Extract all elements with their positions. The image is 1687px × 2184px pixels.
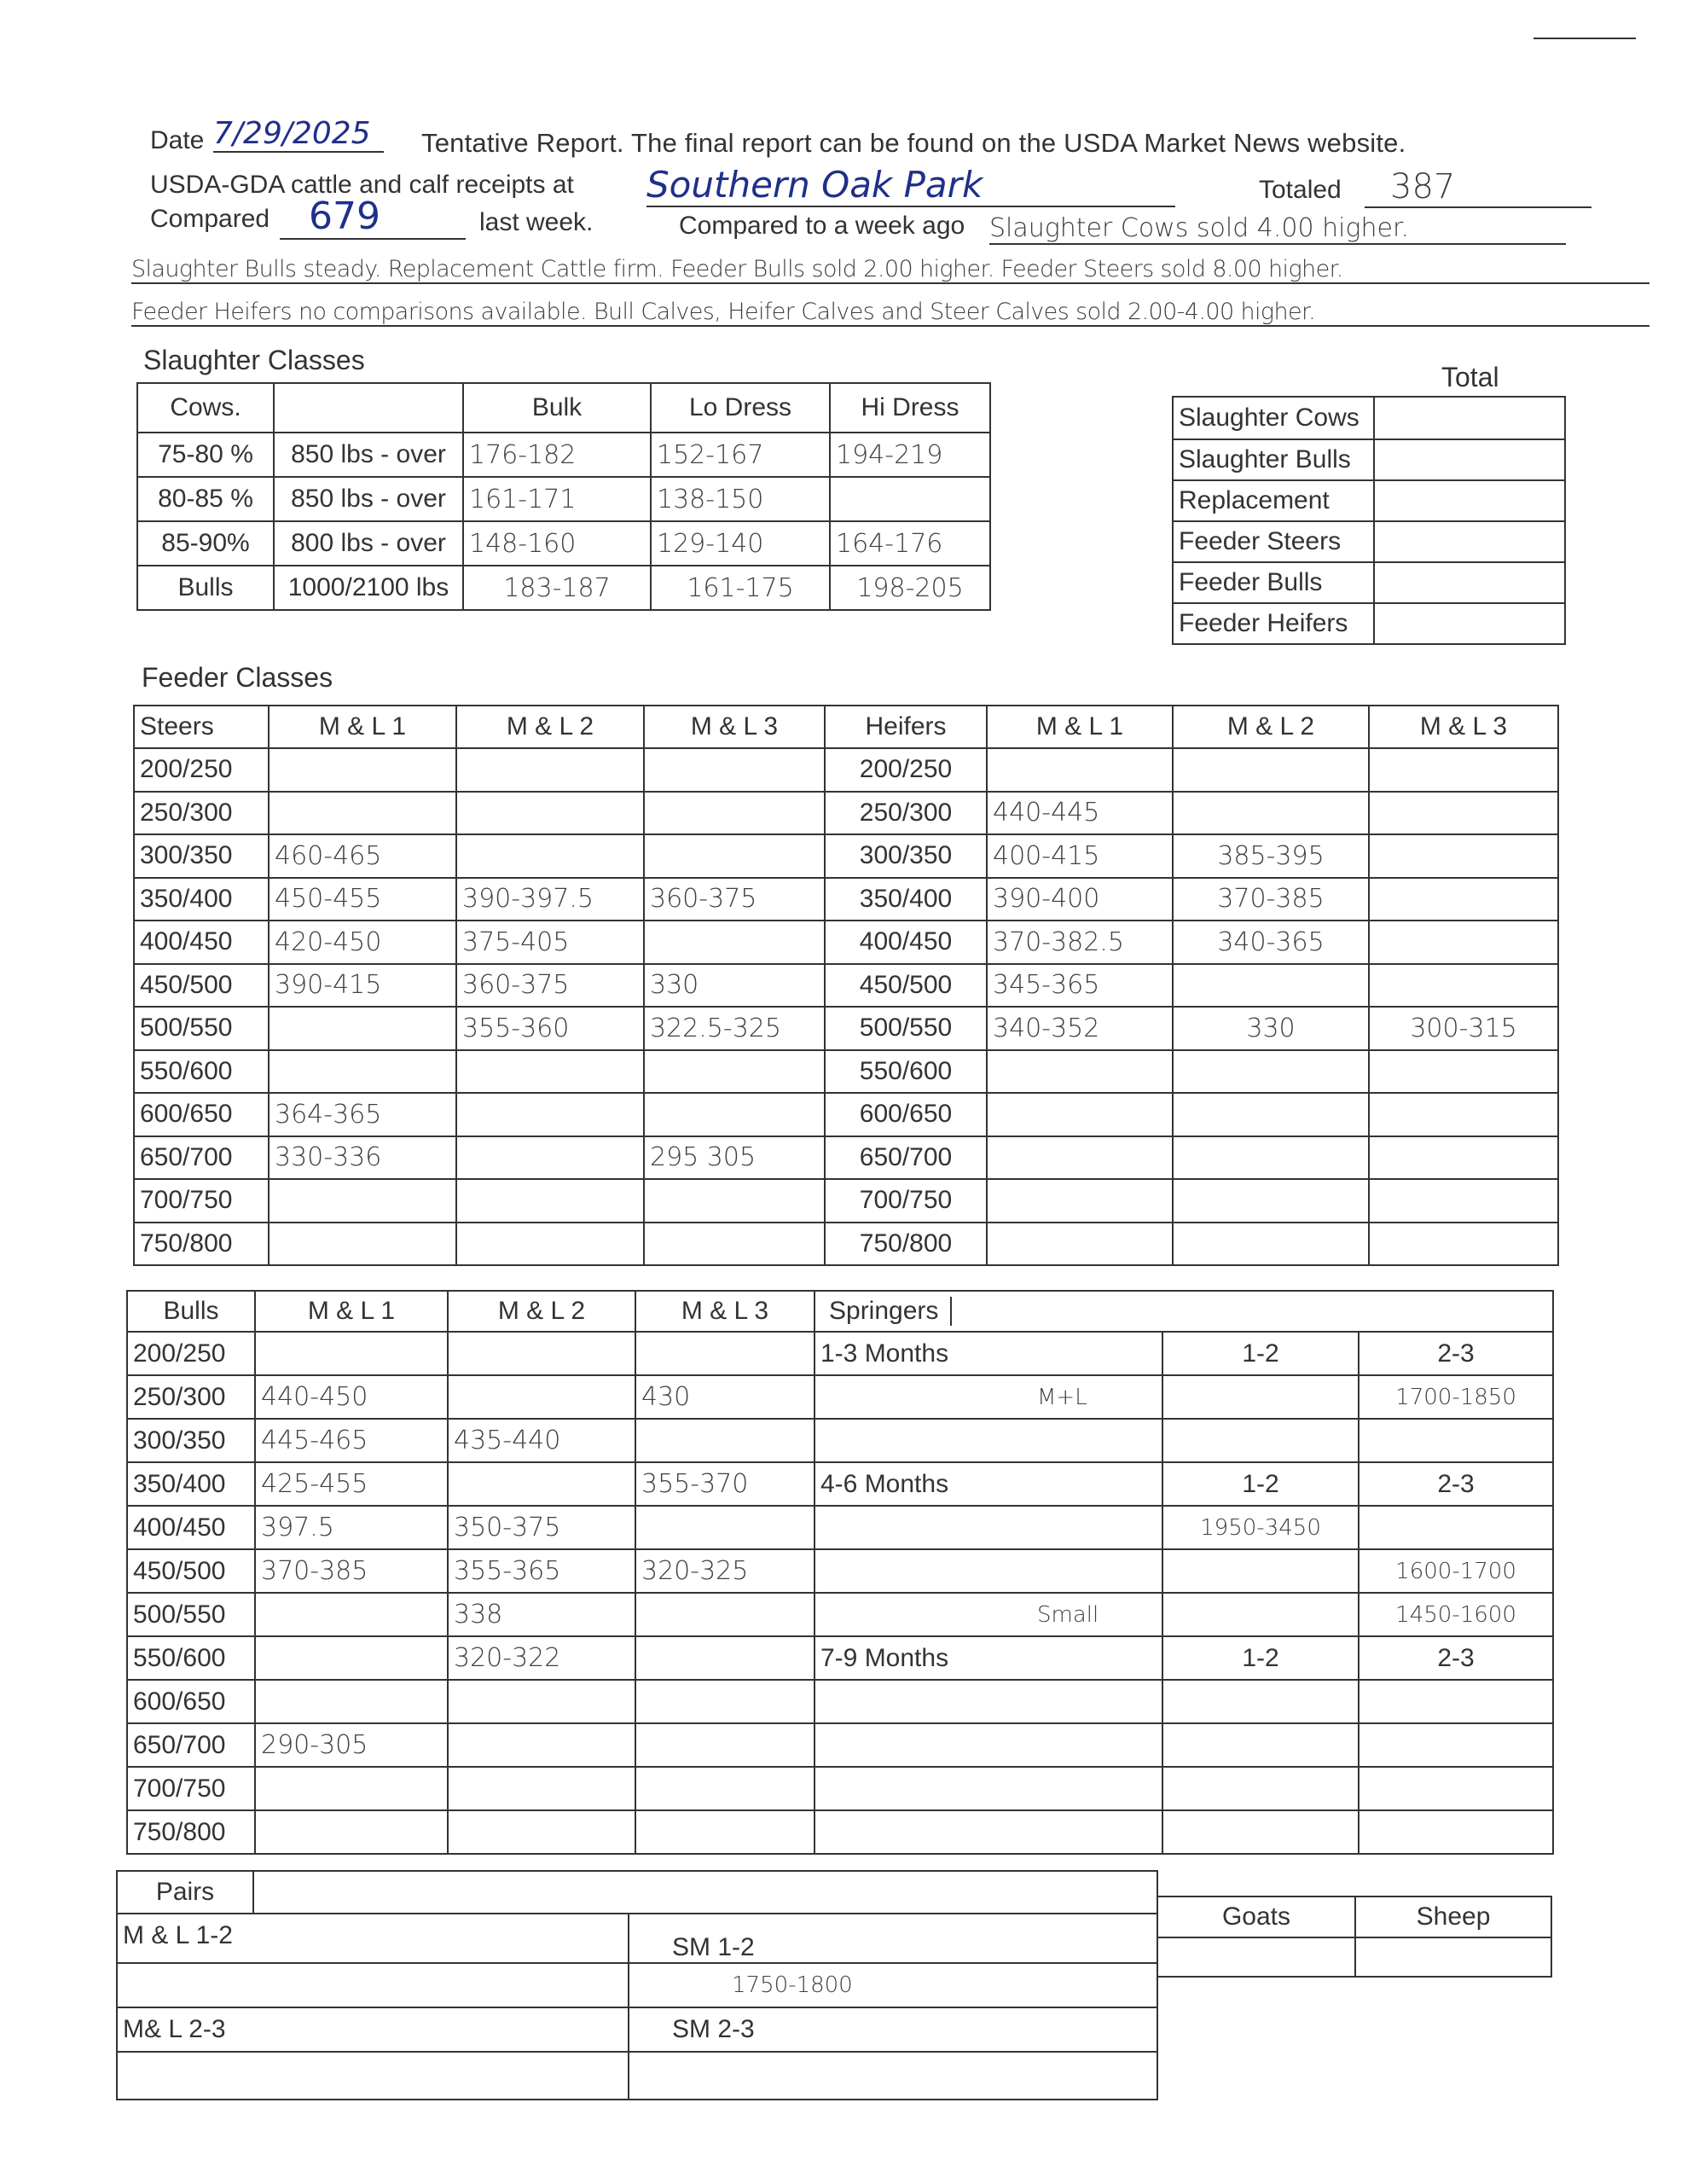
heifer-weight-cell: 650/700 <box>859 1142 953 1171</box>
table-row <box>1173 439 1565 480</box>
lo-dress-header: Lo Dress <box>688 393 792 421</box>
heifer-ml2-cell: 340-365 <box>1217 926 1325 957</box>
hi-dress-cell: 164-176 <box>836 528 943 559</box>
table-row <box>137 566 990 610</box>
heifer-ml2-cell: 370-385 <box>1217 884 1325 915</box>
steer-ml3-cell: 322.5-325 <box>650 1013 781 1043</box>
springer-grade-cell: 1-2 <box>1242 1339 1279 1368</box>
total-title: Total <box>1441 362 1499 392</box>
table-row <box>127 1332 1553 1375</box>
table-row <box>127 1767 1553 1810</box>
bulls-grade-1-header: M & L 1 <box>307 1297 396 1325</box>
pairs-ml-1-2: M & L 1-2 <box>123 1921 233 1949</box>
bull-ml3-cell: 355-370 <box>641 1469 749 1499</box>
bull-weight-cell: 200/250 <box>133 1339 226 1368</box>
heifer-weight-cell: 500/550 <box>859 1014 953 1043</box>
weight-cell: 800 lbs - over <box>291 529 446 557</box>
bull-ml2-cell: 338 <box>454 1600 503 1629</box>
springer-cell: 4-6 Months <box>820 1469 949 1498</box>
last-week-label: last week. <box>479 208 594 236</box>
heifer-ml1-cell: 340-352 <box>993 1013 1100 1043</box>
weight-cell: 850 lbs - over <box>291 440 446 468</box>
heifer-weight-cell: 300/350 <box>859 841 953 870</box>
bulls-header-row <box>127 1291 1553 1332</box>
table-row <box>127 1375 1553 1419</box>
bull-weight-cell: 500/550 <box>133 1600 226 1629</box>
steer-weight-cell: 750/800 <box>140 1228 233 1258</box>
steer-ml1-cell: 460-465 <box>275 840 382 871</box>
hi-dress-header: Hi Dress <box>861 393 959 421</box>
bulls-grade-2-header: M & L 2 <box>497 1297 586 1325</box>
steer-weight-cell: 700/750 <box>140 1186 233 1215</box>
bull-weight-cell: 650/700 <box>133 1730 226 1759</box>
table-row <box>117 2052 1157 2100</box>
springer-cell: 1-3 Months <box>820 1339 949 1368</box>
table-row <box>127 1636 1553 1680</box>
slaughter-table <box>136 382 991 611</box>
lo-dress-cell: 152-167 <box>657 439 764 470</box>
steer-weight-cell: 450/500 <box>140 970 233 999</box>
table-row <box>127 1723 1553 1767</box>
heifer-ml1-cell: 400-415 <box>993 840 1100 871</box>
springer-grade-cell: 1450-1600 <box>1395 1601 1516 1628</box>
lo-dress-cell: 161-175 <box>687 572 794 603</box>
bull-ml1-cell: 440-450 <box>261 1382 368 1412</box>
table-row <box>1173 397 1565 439</box>
steer-ml2-cell: 355-360 <box>462 1013 570 1043</box>
table-row <box>117 2007 1157 2052</box>
compared-week-label: Compared to a week ago <box>679 212 965 240</box>
table-row <box>1173 603 1565 644</box>
springer-note-cell: Small <box>1037 1602 1099 1628</box>
steer-weight-cell: 300/350 <box>140 841 233 870</box>
springer-grade-cell: 1-2 <box>1242 1643 1279 1672</box>
table-row <box>134 921 1558 964</box>
bulls-header: Bulls <box>163 1297 219 1325</box>
steers-grade-1-header: M & L 1 <box>318 712 407 741</box>
springer-grade-cell: 1700-1850 <box>1395 1384 1516 1410</box>
total-label: Feeder Steers <box>1179 527 1342 555</box>
totaled-label: Totaled <box>1259 176 1342 204</box>
total-label: Slaughter Cows <box>1179 404 1359 432</box>
table-row <box>134 878 1558 921</box>
total-label: Replacement <box>1179 486 1330 514</box>
feeder-table <box>133 705 1559 1266</box>
bull-ml2-cell: 355-365 <box>454 1556 561 1586</box>
total-label: Slaughter Bulls <box>1179 445 1351 473</box>
table-row <box>134 964 1558 1008</box>
tentative-notice: Tentative Report. The final report can be found on the USDA Market News website. <box>421 128 1406 158</box>
class-cell: Bulls <box>177 573 234 601</box>
weight-cell: 1000/2100 lbs <box>287 573 449 601</box>
table-row <box>117 1914 1157 1963</box>
hi-dress-cell: 198-205 <box>856 572 964 603</box>
bulk-cell: 148-160 <box>469 528 577 559</box>
steers-grade-2-header: M & L 2 <box>506 712 594 741</box>
bull-ml1-cell: 397.5 <box>261 1513 334 1542</box>
sheep-header: Sheep <box>1416 1902 1491 1931</box>
bull-weight-cell: 750/800 <box>133 1817 226 1846</box>
bulk-cell: 161-171 <box>469 484 577 514</box>
slaughter-header-row <box>137 383 990 433</box>
heifer-weight-cell: 550/600 <box>859 1056 953 1085</box>
lo-dress-cell: 129-140 <box>657 528 764 559</box>
pairs-table <box>116 1870 1158 2100</box>
pairs-sm-2-3: SM 2-3 <box>672 2015 755 2043</box>
steer-ml2-cell: 360-375 <box>462 970 570 1001</box>
bull-ml2-cell: 350-375 <box>454 1513 561 1542</box>
goats-sheep-table <box>1157 1896 1552 1978</box>
date-label: Date <box>150 126 205 154</box>
compared-value: 679 <box>280 195 466 240</box>
bull-ml1-cell: 445-465 <box>261 1426 368 1455</box>
class-cell: 85-90% <box>161 529 250 557</box>
total-label: Feeder Heifers <box>1179 609 1348 637</box>
bull-ml1-cell: 370-385 <box>261 1556 368 1586</box>
table-row <box>117 1963 1157 2007</box>
slaughter-classes-title: Slaughter Classes <box>143 345 365 375</box>
springer-cell: 7-9 Months <box>820 1643 949 1672</box>
table-row <box>134 1223 1558 1266</box>
goats-header: Goats <box>1221 1902 1291 1931</box>
table-row <box>134 1136 1558 1180</box>
bull-ml3-cell: 430 <box>641 1382 691 1412</box>
heifer-ml1-cell: 345-365 <box>993 970 1100 1001</box>
bull-weight-cell: 550/600 <box>133 1643 226 1672</box>
steer-weight-cell: 350/400 <box>140 884 233 913</box>
steer-ml1-cell: 450-455 <box>275 884 382 915</box>
table-row <box>137 521 990 566</box>
heifer-weight-cell: 400/450 <box>859 927 953 956</box>
receipts-label: USDA-GDA cattle and calf receipts at <box>150 171 574 199</box>
bulk-cell: 176-182 <box>469 439 577 470</box>
springer-grade-cell: 2-3 <box>1437 1339 1475 1368</box>
table-row <box>1173 521 1565 562</box>
springer-grade-cell: 2-3 <box>1437 1643 1475 1672</box>
springer-grade-cell: 1-2 <box>1242 1469 1279 1498</box>
heifer-weight-cell: 350/400 <box>859 884 953 913</box>
bulls-springers-table <box>126 1290 1554 1855</box>
pairs-ml-2-3: M& L 2-3 <box>123 2015 226 2043</box>
table-row <box>127 1810 1553 1854</box>
heifer-weight-cell: 450/500 <box>859 970 953 999</box>
heifer-ml1-cell: 440-445 <box>993 798 1100 828</box>
springers-header: Springers <box>829 1297 952 1326</box>
heifer-ml2-cell: 330 <box>1246 1013 1296 1043</box>
bull-weight-cell: 400/450 <box>133 1513 226 1542</box>
steers-grade-3-header: M & L 3 <box>690 712 779 741</box>
bull-weight-cell: 250/300 <box>133 1382 226 1411</box>
class-cell: 75-80 % <box>158 440 253 468</box>
springer-grade-cell: 1950-3450 <box>1200 1514 1321 1541</box>
heifers-grade-1-header: M & L 1 <box>1035 712 1124 741</box>
date-value: 7/29/2025 <box>213 116 384 153</box>
heifer-weight-cell: 250/300 <box>859 798 953 827</box>
springer-note-cell: M+L <box>1037 1385 1087 1410</box>
steer-weight-cell: 500/550 <box>140 1014 233 1043</box>
heifers-grade-2-header: M & L 2 <box>1226 712 1315 741</box>
bull-weight-cell: 300/350 <box>133 1426 226 1455</box>
table-row <box>1157 1937 1551 1977</box>
table-row <box>137 477 990 521</box>
table-row <box>134 834 1558 878</box>
bull-weight-cell: 350/400 <box>133 1469 226 1498</box>
steer-ml3-cell: 330 <box>650 970 699 1001</box>
bull-ml3-cell: 320-325 <box>641 1556 749 1586</box>
heifer-ml2-cell: 385-395 <box>1217 840 1325 871</box>
comment-line-3: Feeder Heifers no comparisons available. Bull Calves, Heifer Calves and Steer Calves sold 2.00-4.00 higher. <box>131 299 1649 327</box>
table-row <box>127 1593 1553 1636</box>
bull-weight-cell: 600/650 <box>133 1687 226 1716</box>
heifers-header: Heifers <box>865 712 947 741</box>
cows-header: Cows. <box>170 393 241 421</box>
lo-dress-cell: 138-150 <box>657 484 764 514</box>
heifer-weight-cell: 600/650 <box>859 1100 953 1129</box>
steers-header: Steers <box>140 712 214 741</box>
table-row <box>127 1549 1553 1593</box>
table-row <box>127 1462 1553 1506</box>
heifer-ml1-cell: 390-400 <box>993 884 1100 915</box>
pairs-header-row <box>117 1871 1157 1914</box>
steer-ml3-cell: 295 305 <box>650 1142 757 1173</box>
table-row <box>134 1050 1558 1094</box>
bulls-grade-3-header: M & L 3 <box>681 1297 769 1325</box>
table-row <box>127 1680 1553 1723</box>
steer-weight-cell: 200/250 <box>140 755 233 784</box>
table-row <box>134 1093 1558 1136</box>
bull-weight-cell: 700/750 <box>133 1774 226 1803</box>
table-row <box>1173 562 1565 603</box>
heifer-ml3-cell: 300-315 <box>1410 1013 1517 1043</box>
weight-cell: 850 lbs - over <box>291 485 446 513</box>
steer-ml2-cell: 390-397.5 <box>462 884 594 915</box>
table-row <box>134 748 1558 792</box>
heifer-ml1-cell: 370-382.5 <box>993 926 1124 957</box>
steer-ml1-cell: 330-336 <box>275 1142 382 1173</box>
steer-weight-cell: 400/450 <box>140 927 233 956</box>
springer-grade-cell: 1600-1700 <box>1395 1558 1516 1584</box>
bulk-cell: 183-187 <box>503 572 611 603</box>
corner-rule <box>1533 38 1636 39</box>
table-row <box>127 1506 1553 1549</box>
steer-weight-cell: 250/300 <box>140 798 233 827</box>
heifer-weight-cell: 200/250 <box>859 755 953 784</box>
table-row <box>127 1419 1553 1462</box>
goats-sheep-header-row <box>1157 1896 1551 1937</box>
table-row <box>134 792 1558 835</box>
steer-ml2-cell: 375-405 <box>462 926 570 957</box>
bull-ml1-cell: 290-305 <box>261 1730 368 1760</box>
steer-ml1-cell: 364-365 <box>275 1099 382 1130</box>
comment-line-2: Slaughter Bulls steady. Replacement Cattle firm. Feeder Bulls sold 2.00 higher. Feeder Steers sold 8.00 higher. <box>131 256 1649 284</box>
class-cell: 80-85 % <box>158 485 253 513</box>
table-row <box>134 1007 1558 1050</box>
steer-ml1-cell: 390-415 <box>275 970 382 1001</box>
heifers-grade-3-header: M & L 3 <box>1419 712 1508 741</box>
bull-ml2-cell: 435-440 <box>454 1426 561 1455</box>
table-row <box>134 1179 1558 1223</box>
comment-line-1: Slaughter Cows sold 4.00 higher. <box>989 213 1566 245</box>
springer-grade-cell: 2-3 <box>1437 1469 1475 1498</box>
table-row <box>137 433 990 477</box>
feeder-classes-title: Feeder Classes <box>142 662 333 693</box>
bull-weight-cell: 450/500 <box>133 1556 226 1585</box>
steer-ml1-cell: 420-450 <box>275 926 382 957</box>
market-name: Southern Oak Park <box>646 164 1175 207</box>
feeder-header-row <box>134 706 1558 748</box>
compared-label: Compared <box>150 205 270 233</box>
steer-ml3-cell: 360-375 <box>650 884 757 915</box>
bull-ml1-cell: 425-455 <box>261 1469 368 1499</box>
pairs-sm-1-2: SM 1-2 <box>672 1933 755 1961</box>
steer-weight-cell: 600/650 <box>140 1100 233 1129</box>
heifer-weight-cell: 750/800 <box>859 1228 953 1258</box>
table-row <box>1173 480 1565 521</box>
total-label: Feeder Bulls <box>1179 568 1323 596</box>
pairs-header: Pairs <box>155 1878 215 1906</box>
heifer-weight-cell: 700/750 <box>859 1186 953 1215</box>
steer-weight-cell: 550/600 <box>140 1056 233 1085</box>
hi-dress-cell: 194-219 <box>836 439 943 470</box>
totals-table <box>1172 396 1566 645</box>
totaled-value: 387 <box>1365 167 1591 208</box>
bull-ml2-cell: 320-322 <box>454 1643 561 1673</box>
bulk-header: Bulk <box>531 393 583 421</box>
steer-weight-cell: 650/700 <box>140 1142 233 1171</box>
pairs-sm-1-2-value: 1750-1800 <box>732 1972 853 1998</box>
